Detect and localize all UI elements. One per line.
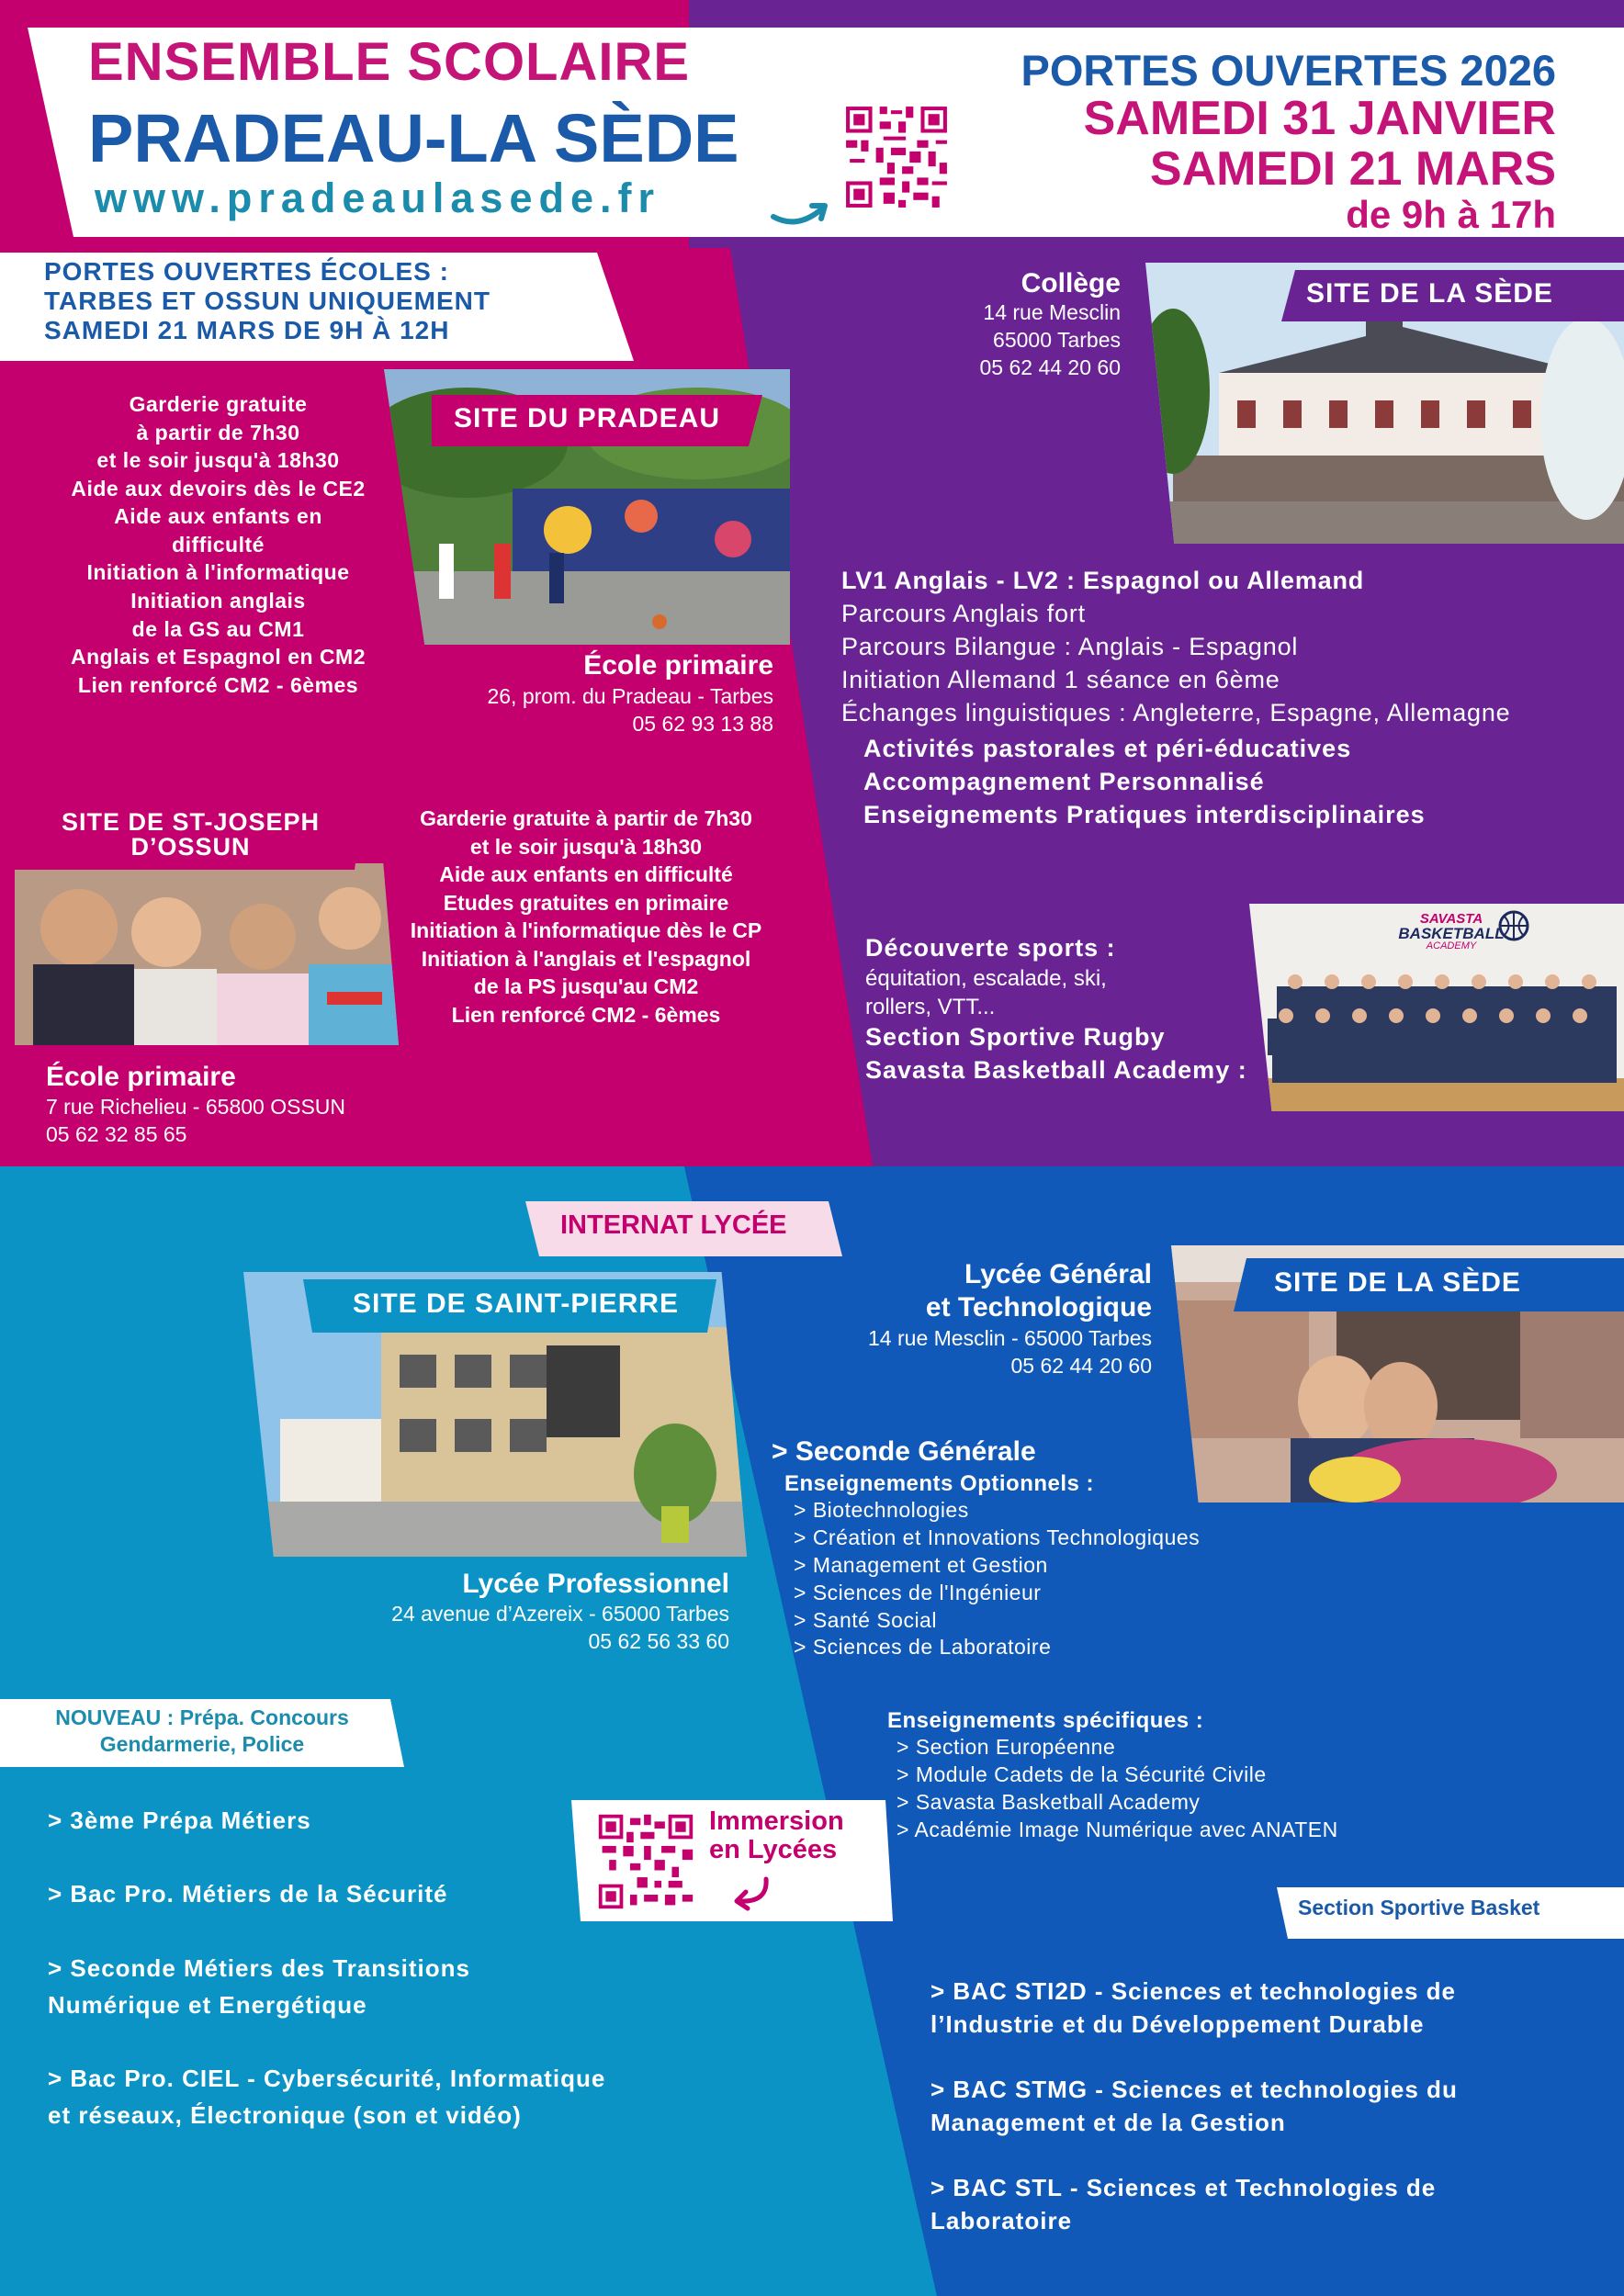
- sports-list: équitation, escalade, ski,: [865, 966, 1107, 992]
- pradeau-feature: Garderie gratuite: [129, 392, 308, 416]
- curved-arrow-icon: [727, 1874, 773, 1912]
- option-item: > Sciences de Laboratoire: [794, 1635, 1052, 1660]
- lycee-gt-address: 14 rue Mesclin - 65000 Tarbes: [868, 1326, 1152, 1350]
- pradeau-feature: et le soir jusqu'à 18h30: [96, 448, 340, 473]
- college-address-1: 14 rue Mesclin: [983, 300, 1121, 324]
- lycee-gt-phone: 05 62 44 20 60: [1010, 1354, 1152, 1379]
- website-link[interactable]: www.pradeaulasede.fr: [95, 174, 660, 221]
- savasta-logo-line1: SAVASTA: [1419, 911, 1483, 927]
- college-language-item: LV1 Anglais - LV2 : Espagnol ou Allemand: [841, 567, 1365, 594]
- internat-label: INTERNAT LYCÉE: [560, 1210, 787, 1240]
- college-language-item: Échanges linguistiques : Angleterre, Espagne, Allemagne: [841, 698, 1511, 726]
- ossun-site-label-line2: D’OSSUN: [130, 833, 251, 861]
- immersion-line2: en Lycées: [709, 1835, 838, 1865]
- open-days-title: PORTES OUVERTES 2026: [1021, 46, 1556, 95]
- specific-item: > Savasta Basketball Academy: [897, 1789, 1201, 1814]
- ossun-feature: Etudes gratuites en primaire: [443, 890, 729, 915]
- pradeau-feature: difficulté: [172, 532, 265, 557]
- schools-open-day-banner: [44, 257, 491, 346]
- basketball-icon: [1497, 909, 1530, 942]
- college-language-item: Parcours Bilangue : Anglais - Espagnol: [841, 632, 1299, 660]
- lycee-gt-site-label: SITE DE LA SÈDE: [1274, 1267, 1521, 1298]
- option-item: > Sciences de l'Ingénieur: [794, 1580, 1042, 1604]
- qr-code-icon: [595, 1811, 696, 1912]
- lycee-pro-name: Lycée Professionnel: [462, 1569, 729, 1599]
- immersion-line1: Immersion: [709, 1806, 844, 1836]
- bac-item: > BAC STI2D - Sciences et technologies de: [930, 1977, 1456, 2005]
- lycee-pro-address: 24 avenue d’Azereix - 65000 Tarbes: [391, 1602, 729, 1626]
- seconde-generale: > Seconde Générale: [772, 1436, 1036, 1467]
- pradeau-contact: [388, 650, 773, 738]
- college-activity-item: Enseignements Pratiques interdisciplinaires: [863, 800, 1426, 828]
- banner-line-1: PORTES OUVERTES ÉCOLES :: [44, 257, 449, 286]
- savasta-logo-line2: BASKETBALL: [1398, 925, 1505, 942]
- new-prepa-line1: NOUVEAU : Prépa. Concours: [55, 1705, 349, 1729]
- program-item: Numérique et Energétique: [48, 1990, 367, 2019]
- ossun-feature: Garderie gratuite à partir de 7h30: [420, 806, 752, 830]
- pradeau-feature: Initiation anglais: [130, 589, 306, 613]
- open-day-date-1: SAMEDI 31 JANVIER: [1083, 91, 1556, 145]
- specific-item: > Module Cadets de la Sécurité Civile: [897, 1761, 1267, 1786]
- program-item: > Bac Pro. CIEL - Cybersécurité, Informatique: [48, 2065, 606, 2093]
- pradeau-phone: 05 62 93 13 88: [632, 712, 773, 737]
- lycee-gt-seconde: [772, 1436, 1200, 1661]
- specific-item: > Section Européenne: [897, 1735, 1116, 1759]
- immersion-label: [709, 1807, 844, 1865]
- pradeau-feature: Aide aux devoirs dès le CE2: [71, 476, 366, 501]
- options-title: Enseignements Optionnels :: [784, 1471, 1095, 1496]
- pradeau-feature: Anglais et Espagnol en CM2: [71, 645, 366, 670]
- college-name: Collège: [1021, 268, 1121, 298]
- banner-line-3: SAMEDI 21 MARS DE 9H À 12H: [44, 316, 450, 345]
- specific-title: Enseignements spécifiques :: [887, 1708, 1204, 1733]
- lycee-gt-contact: [674, 1258, 1152, 1380]
- open-day-date-2: SAMEDI 21 MARS: [1149, 141, 1556, 196]
- qr-code-website[interactable]: [842, 103, 951, 211]
- ossun-features: [384, 805, 788, 1030]
- lycee-pro-contact: [252, 1569, 729, 1656]
- pradeau-feature: de la GS au CM1: [131, 616, 305, 641]
- arrow-icon: [770, 193, 834, 230]
- bac-item: > BAC STL - Sciences et Technologies de: [930, 2173, 1437, 2201]
- lycee-pro-phone: 05 62 56 33 60: [588, 1629, 729, 1654]
- bac-item: Laboratoire: [930, 2206, 1073, 2234]
- ossun-phone: 05 62 32 85 65: [46, 1122, 187, 1147]
- lycee-gt-specific: [887, 1708, 1338, 1844]
- savasta-logo-line3: ACADEMY: [1426, 940, 1477, 951]
- ossun-contact: [46, 1062, 345, 1149]
- college-activity-item: Activités pastorales et péri-éducatives: [863, 735, 1352, 762]
- lycee-gt-bacs: [930, 1975, 1458, 2237]
- program-item: > 3ème Prépa Métiers: [48, 1806, 311, 1834]
- saint-pierre-site-label: SITE DE SAINT-PIERRE: [353, 1289, 680, 1319]
- pradeau-address: 26, prom. du Pradeau - Tarbes: [487, 684, 773, 708]
- qr-code-icon: [842, 103, 951, 211]
- college-site-label: SITE DE LA SÈDE: [1306, 278, 1553, 309]
- ossun-photo: [15, 863, 399, 1045]
- basket-academy: Savasta Basketball Academy :: [865, 1055, 1247, 1084]
- ossun-address: 7 rue Richelieu - 65800 OSSUN: [46, 1095, 345, 1119]
- bac-item: l’Industrie et du Développement Durable: [930, 2010, 1425, 2039]
- qr-code-immersion[interactable]: [595, 1811, 696, 1912]
- ossun-feature: Initiation à l'anglais et l'espagnol: [421, 946, 751, 971]
- college-address-2: 65000 Tarbes: [993, 327, 1121, 352]
- basket-section-label: Section Sportive Basket: [1298, 1896, 1540, 1919]
- pradeau-feature: Lien renforcé CM2 - 6èmes: [77, 672, 359, 697]
- pradeau-feature: Initiation à l'informatique: [86, 560, 350, 585]
- lycee-gt-name-1: Lycée Général: [964, 1259, 1152, 1289]
- program-item: > Seconde Métiers des Transitions: [48, 1953, 470, 1982]
- lycee-gt-name-2: et Technologique: [925, 1292, 1152, 1322]
- pradeau-site-label: SITE DU PRADEAU: [454, 403, 721, 433]
- pradeau-feature: Aide aux enfants en: [114, 504, 322, 529]
- college-contact: [772, 268, 1121, 382]
- ossun-feature: Aide aux enfants en difficulté: [439, 862, 733, 887]
- ossun-feature: Initiation à l'informatique dès le CP: [410, 918, 762, 943]
- ossun-feature: Lien renforcé CM2 - 6èmes: [451, 1003, 721, 1028]
- pradeau-school-name: École primaire: [583, 650, 773, 681]
- sports-title: Découverte sports :: [865, 934, 1116, 962]
- college-language-item: Parcours Anglais fort: [841, 599, 1086, 627]
- open-days-block: [1021, 48, 1556, 236]
- pradeau-features: [37, 390, 400, 699]
- sports-list-2: rollers, VTT...: [865, 995, 996, 1020]
- option-item: > Biotechnologies: [794, 1498, 969, 1522]
- college-activities: [863, 733, 1426, 832]
- college-phone: 05 62 44 20 60: [979, 355, 1121, 379]
- open-day-hours: de 9h à 17h: [1346, 193, 1556, 237]
- pradeau-feature: à partir de 7h30: [136, 420, 300, 445]
- school-group-title: ENSEMBLE SCOLAIRE: [88, 32, 691, 92]
- rugby-section: Section Sportive Rugby: [865, 1023, 1166, 1052]
- option-item: > Management et Gestion: [794, 1552, 1048, 1577]
- ossun-feature: de la PS jusqu'au CM2: [473, 974, 699, 999]
- new-prepa-line2: Gendarmerie, Police: [99, 1731, 305, 1756]
- ossun-school-name: École primaire: [46, 1062, 236, 1092]
- college-sports: [865, 932, 1247, 1086]
- ossun-site-label-line1: SITE DE ST-JOSEPH: [61, 808, 321, 836]
- banner-line-2: TARBES ET OSSUN UNIQUEMENT: [44, 287, 491, 316]
- option-item: > Santé Social: [794, 1607, 937, 1632]
- lycee-pro-programs: [48, 1802, 605, 2134]
- ossun-feature: et le soir jusqu'à 18h30: [469, 834, 703, 859]
- program-item: et réseaux, Électronique (son et vidéo): [48, 2101, 522, 2130]
- school-group-name: PRADEAU-LA SÈDE: [88, 100, 739, 176]
- college-language-item: Initiation Allemand 1 séance en 6ème: [841, 665, 1280, 693]
- bac-item: Management et de la Gestion: [930, 2109, 1286, 2137]
- college-languages: [841, 565, 1510, 730]
- specific-item: > Académie Image Numérique avec ANATEN: [897, 1817, 1338, 1841]
- college-activity-item: Accompagnement Personnalisé: [863, 767, 1265, 795]
- bac-item: > BAC STMG - Sciences et technologies du: [930, 2075, 1458, 2103]
- program-item: > Bac Pro. Métiers de la Sécurité: [48, 1880, 448, 1908]
- ossun-site-label: [37, 810, 344, 860]
- new-prepa-label: [28, 1705, 377, 1758]
- option-item: > Création et Innovations Technologiques: [794, 1525, 1201, 1549]
